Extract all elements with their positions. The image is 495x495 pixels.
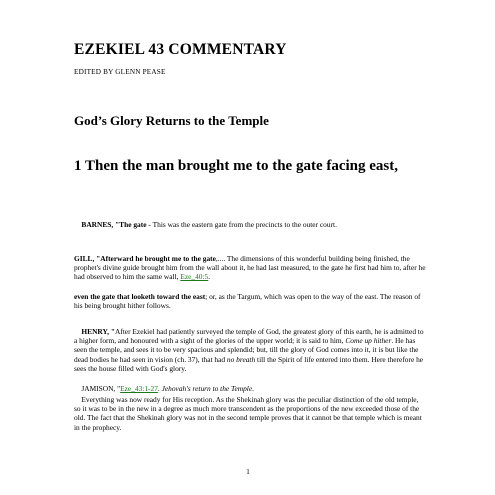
gill-after: . <box>208 272 211 282</box>
editor-credit: EDITED BY GLENN PEASE <box>74 68 166 76</box>
document-title: EZEKIEL 43 COMMENTARY <box>74 41 287 58</box>
page-number: 1 <box>246 467 250 476</box>
henry-text-2: . He has seen the temple, and sees it to be very spacious and splendid; but, till the glory of God comes into it, it is but like the dead bodies he had seen in vision (ch. 37), that had <box>74 336 419 364</box>
gill2-text: ; or, as the Targum, which was open to the way of the east. The reason of his being brought hither follows. <box>74 292 421 311</box>
henry-italic-2: no breath <box>226 354 256 364</box>
jamison-after: . <box>157 384 162 393</box>
gill2-lead: even the gate that looketh toward the east <box>74 292 206 301</box>
jamison-lead: JAMISON, " <box>81 384 121 393</box>
barnes-paragraph <box>74 220 426 229</box>
henry-italic-1: Come up hither <box>345 336 392 346</box>
barnes-lead: BARNES, "The gate - <box>81 220 153 229</box>
gill-text: ,.... The dimensions of this wonderful building being finished, the prophet's divine guide brought him from the wall about it, he had last measured, to the gate he first had him to, after he had observed to him the same wall, <box>74 254 426 282</box>
jamison-scripture-link[interactable]: Eze_43:1-27 <box>120 384 158 393</box>
henry-text-1: After Ezekiel had patiently surveyed the temple of God, the greatest glory of this earth, he is admitted to a higher form, and honoured with a sight of the glories of the upper world; it is said to him, <box>74 327 424 346</box>
jamison-heading <box>74 384 426 393</box>
gill-paragraph-2 <box>74 292 426 310</box>
jamison-body-text: Everything was now ready for His reception. As the Shekinah glory was the peculiar distinction of the old temple, so it was to be in the new in a degree as much more transcendent as the proportions of the new exceeded those of the old. The fact that the Shekinah glory was not in the second temple proves that it cannot be that temple which is meant in the prophecy. <box>74 395 422 432</box>
section-heading: God’s Glory Returns to the Temple <box>74 113 269 128</box>
gill-scripture-link[interactable]: Eze_40:5 <box>180 272 209 282</box>
barnes-text: This was the eastern gate from the precincts to the outer court. <box>152 220 337 229</box>
henry-text-3: till the Spirit of life entered into them. Here therefore he sees the house filled with God's glory. <box>74 354 424 373</box>
henry-paragraph <box>74 327 426 373</box>
jamison-italic: Jehovah's return to the Temple <box>161 384 253 393</box>
jamison-end: . <box>252 384 254 393</box>
henry-lead: HENRY, " <box>81 327 115 336</box>
gill-lead: GILL, "Afterward he brought me to the gate <box>74 254 216 263</box>
verse-heading: 1 Then the man brought me to the gate facing east, <box>74 158 399 174</box>
jamison-paragraph <box>74 395 426 432</box>
gill-paragraph-1 <box>74 254 426 282</box>
